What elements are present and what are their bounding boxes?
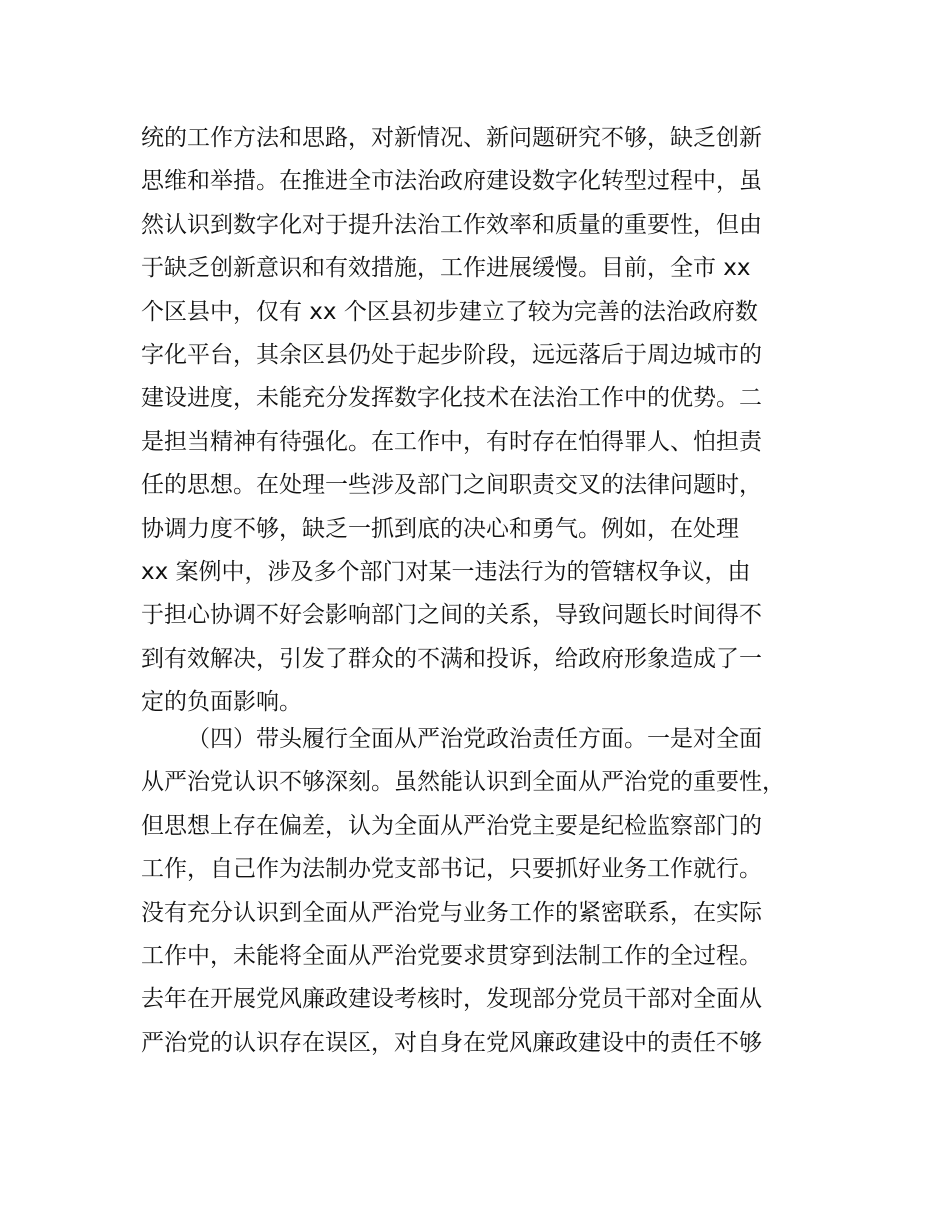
text-line: 是担当精神有待强化。在工作中，有时存在怕得罪人、怕担责 [141,428,762,455]
text-line: 到有效解决，引发了群众的不满和投诉，给政府形象造成了一 [141,645,762,672]
text-line: 统的工作方法和思路，对新情况、新问题研究不够，缺乏创新 [141,125,762,151]
text-line: 然认识到数字化对于提升法治工作效率和质量的重要性，但由 [141,211,762,238]
section-heading-line: （四）带头履行全面从严治党政治责任方面。一是对全面 [187,726,762,752]
text-line: 协调力度不够，缺乏一抓到底的决心和勇气。例如，在处理 [141,515,739,542]
text-line: 严治党的认识存在误区，对自身在党风廉政建设中的责任不够 [141,1029,762,1056]
text-line: 工作，自己作为法制办党支部书记，只要抓好业务工作就行。 [141,856,762,883]
text-line: 于担心协调不好会影响部门之间的关系，导致问题长时间得不 [141,602,762,629]
text-line: 去年在开展党风廉政建设考核时，发现部分党员干部对全面从 [141,986,762,1013]
text-line: 任的思想。在处理一些涉及部门之间职责交叉的法律问题时， [141,472,762,499]
text-line: 于缺乏创新意识和有效措施，工作进展缓慢。目前，全市 xx [141,255,751,282]
text-line: 但思想上存在偏差，认为全面从严治党主要是纪检监察部门的 [141,812,762,839]
text-line: xx 案例中，涉及多个部门对某一违法行为的管辖权争议，由 [141,558,751,585]
paragraph-1 [141,117,841,724]
text-line: 字化平台，其余区县仍处于起步阶段，远远落后于周边城市的 [141,341,762,368]
text-line: 工作中，未能将全面从严治党要求贯穿到法制工作的全过程。 [141,942,762,969]
text-line: 定的负面影响。 [141,689,302,716]
text-line: 个区县中，仅有 xx 个区县初步建立了较为完善的法治政府数 [141,298,758,325]
text-line: 没有充分认识到全面从严治党与业务工作的紧密联系，在实际 [141,899,762,926]
paragraph-2 [141,718,841,1065]
text-line: 建设进度，未能充分发挥数字化技术在法治工作中的优势。二 [141,385,762,412]
text-line: 从严治党认识不够深刻。虽然能认识到全面从严治党的重要性， [141,769,785,796]
text-line: 思维和举措。在推进全市法治政府建设数字化转型过程中，虽 [141,168,762,195]
